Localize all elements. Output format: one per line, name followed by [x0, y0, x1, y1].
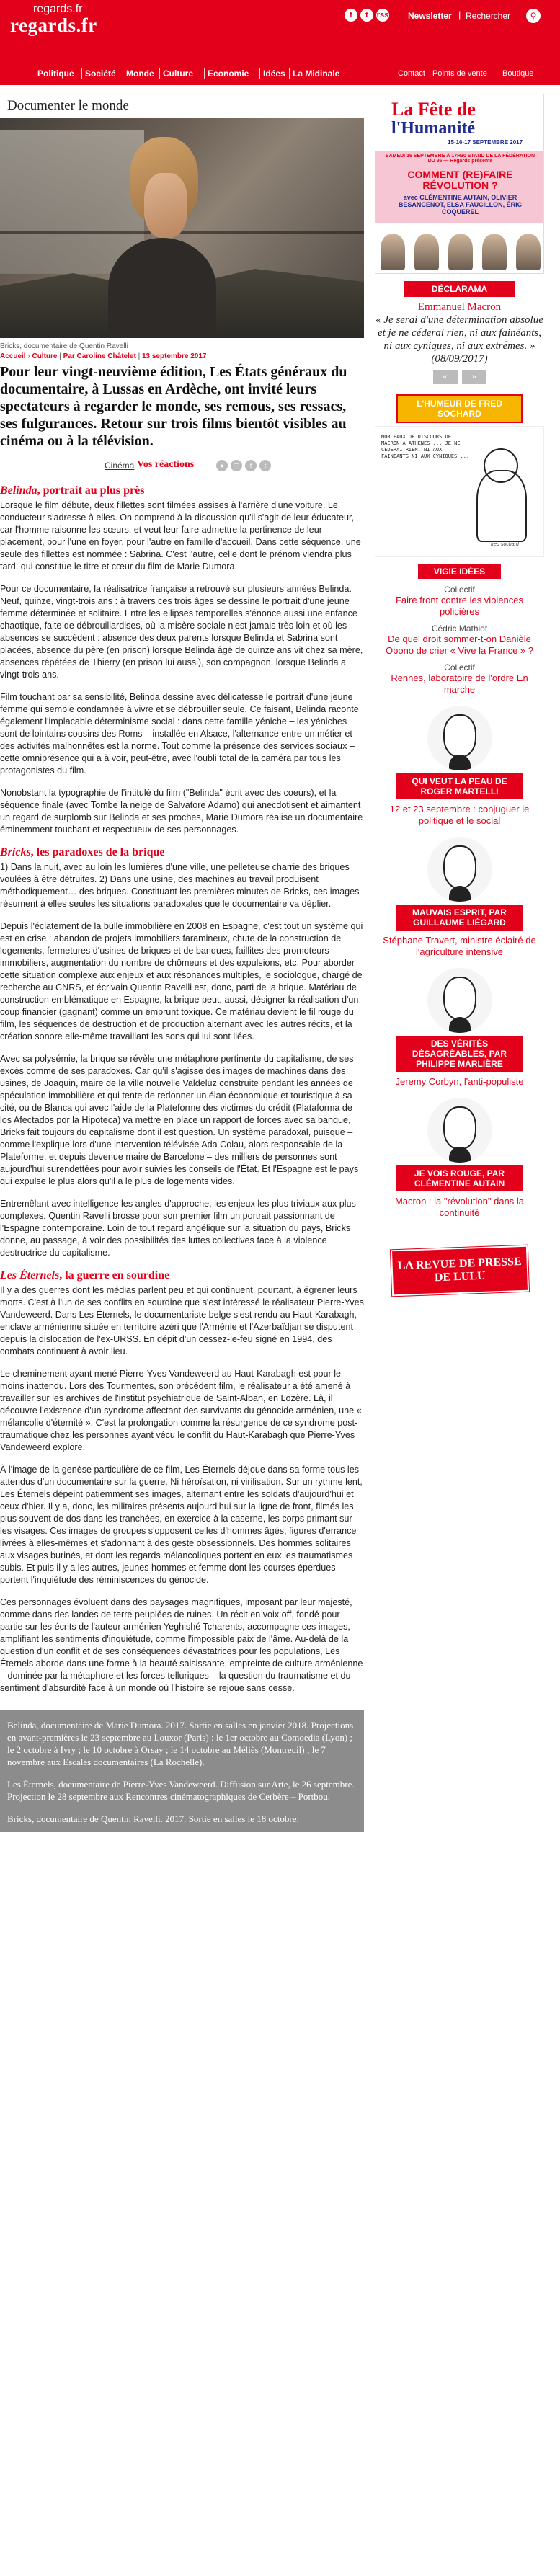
paragraph: Avec sa polysémie, la brique se révèle une métaphore pertinente du capitalisme, de ses excès comme de ses paradoxes. Car qu'il s'agisse des images de machines dans des usines, de Joaquin, maire de la ville nouvelle Valdeluz construite pendant les années de spéculation immobilière et qui tente de redonner un élan économique et touristique à sa cité, ou de Blanca qui avec l'aide de la Plateforme des victimes du crédit (Plataforma de los Afectados por la Hipoteca) va mettre en place un rapport de forces avec sa banque, Bricks fait toujours du capitalisme dont il est question. Un système paradoxal, puisque – comme l'explique lors d'une intervention télévisée Ada Colau, alors responsable de la Plateforme, et depuis devenue maire de Barcelone – des milliers de personnes sont aujourd'hui surendettées pour avoir suivies les conseils de l'État. Et l'Espagne est le pays qui expulse le plus alors qu'il a le plus de logements vides.: [0, 1054, 359, 1186]
declarama-name: Emmanuel Macron: [417, 301, 502, 313]
next-arrow-icon[interactable]: »: [462, 370, 486, 384]
autain-link[interactable]: Macron : la "révolution" dans la continuité: [394, 1196, 525, 1218]
hero-title: Documenter le monde: [7, 98, 129, 113]
article-tools: [0, 458, 364, 474]
site-name-small[interactable]: regards.fr: [33, 3, 83, 15]
nav-contact[interactable]: Contact: [398, 69, 425, 78]
image-caption: Bricks, documentaire de Quentin Ravelli: [0, 342, 128, 350]
idea-title[interactable]: Rennes, laboratoire de l'ordre En marche: [391, 672, 528, 695]
ad-small-text: SAMEDI 16 SEPTEMBRE À 17H30 STAND DE LA FÉDÉRATION DU 95 — Regards présente: [385, 154, 535, 164]
idea-item[interactable]: [375, 662, 544, 696]
declarama-block: [375, 281, 544, 384]
idea-item[interactable]: [375, 623, 544, 657]
hero-image: [0, 94, 364, 338]
martelli-block: [375, 706, 544, 827]
autain-portrait: [427, 1098, 492, 1163]
nav-divider: [259, 68, 260, 79]
film-info-bricks: Bricks, documentaire de Quentin Ravelli. 2017. Sortie en salles le 18 octobre.: [7, 1813, 299, 1824]
header-divider: |: [458, 9, 461, 20]
nav-boutique[interactable]: Boutique: [502, 69, 534, 78]
film-info-box: [0, 1710, 364, 1832]
ad-speakers: avec CLÉMENTINE AUTAIN, OLIVIER BESANCENOT, ELSA FAUCILLON, ÉRIC COQUEREL: [398, 194, 523, 216]
search-link[interactable]: Rechercher: [466, 11, 511, 21]
nav-divider: [159, 68, 160, 79]
hero-window: [0, 130, 144, 274]
category-tag[interactable]: Cinéma: [105, 461, 135, 471]
section-heading: Belinda, portrait au plus près: [0, 484, 145, 497]
comment-icon[interactable]: ●: [216, 460, 228, 471]
article-meta: Accueil › Culture | Par Caroline Châtelet | 13 septembre 2017: [0, 352, 207, 360]
nav-item-societe[interactable]: Société: [85, 68, 116, 79]
marliere-link[interactable]: Jeremy Corbyn, l'anti-populiste: [395, 1076, 524, 1087]
prev-arrow-icon[interactable]: «: [433, 370, 458, 384]
nav-item-midinale[interactable]: La Midinale: [293, 68, 340, 79]
paragraph: Depuis l'éclatement de la bulle immobilière en 2008 en Espagne, c'est tout un système qui est en crise : abandon de projets immobiliers faramineux, chute de la construction de logements, fermetures d'usines de briques et de banques, faillites des promoteurs immobiliers, augmentation du nombre de chômeurs et des expulsions, etc. Pour aborder cette situation complexe aux enjeux et aux résonances multiples, le sociologue, chargé de recherche au CNRS, et écrivain Quentin Ravelli est, donc, parti de la brique. Matériau de construction emblématique en Espagne, la brique peut, aussi, désigner la réalisation d'un coup financier (gagnant) comme un emprunt toxique. Ce matériau devient le fil rouge du film, les séquences de destruction et de production alternant avec les autres récits, et la création sonore elle-même travaillant les sons qui lui sont liées.: [0, 921, 363, 1041]
article-lead: Pour leur vingt-neuvième édition, Les États généraux du documentaire, à Lussas en Ardèche, ont invité leurs spectateurs à regarder le monde, ses remous, ses ressacs, ses fulgurances. Retour sur trois films bientôt visibles au cinéma ou à la télévision.: [0, 364, 347, 449]
ad-line2: l'Humanité: [391, 119, 476, 138]
nav-points-de-vente[interactable]: Points de vente: [432, 69, 487, 78]
sidebar: [375, 94, 544, 1294]
rss-icon[interactable]: rss: [376, 9, 389, 22]
liegard-portrait: [427, 837, 492, 902]
nav-divider: [81, 68, 82, 79]
paragraph: À l'image de la genèse particulière de ce film, Les Éternels déjoue dans sa forme tous les attendus d'un documentaire sur la guerre. Ni héroïsation, ni virilisation. Sur un rythme lent, Les Éternels dépeint patiemment ses images, alternant entre les soldats d'aujourd'hui et ceux d'hier. Il y a, donc, les militaires présents aujourd'hui sur la ligne de front, filmés les plus souvent de dos dans les tranchées, en exercice à la caserne, les corps primant sur les visages. Ces images de groupes s'opposent celles d'hommes âgés, figures d'errance livrées à elles-mêmes et s'adonnant à des geste obsessionnels. Des hommes solitaires aux visages burinés, et dont les regards mélancoliques portent en eux les traumatismes subis. Et puis il y a les autres, jeunes hommes et femme dont les courses éperdues portent l'inquiétude des réminiscences du génocide.: [0, 1465, 363, 1585]
martelli-tag[interactable]: QUI VEUT LA PEAU DE ROGER MARTELLI: [396, 773, 523, 799]
paragraph: Entremêlant avec intelligence les angles d'approche, les enjeux les plus triviaux aux plus complexes, Quentin Ravelli brosse pour son premier film un portrait passionnant de l'Espagne contemporaine. Loin de tout regard angélique sur la situation du pays, Bricks donne, au passage, à voir des possibilités des luttes collectives face à la violence destructrice du capitalisme.: [0, 1199, 356, 1258]
marliere-tag[interactable]: DES VÉRITÉS DÉSAGRÉABLES, PAR PHILIPPE MARLIÈRE: [396, 1036, 523, 1072]
martelli-link[interactable]: 12 et 23 septembre : conjuguer le politique et le social: [389, 804, 530, 826]
paragraph: Il y a des guerres dont les médias parlent peu et qui continuent, pourtant, à égrener leurs morts. C'est à l'un de ses conflits en sourdine que s'est intéressé le réalisateur Pierre-Yves Vandeweerd. Dans Les Éternels, le documentariste belge s'est rendu au Haut-Karabagh, enclave arménienne située en territoire azéri que l'Arménie et l'Azerbaïdjan se disputent depuis la dislocation de l'ex-URSS. En dépit d'un cessez-le-feu signé en 1994, des combats continuent à avoir lieu.: [0, 1285, 364, 1356]
martelli-portrait: [427, 706, 492, 770]
idees-tag[interactable]: VIGIE IDÉES: [418, 564, 501, 579]
hero-body: [108, 238, 216, 338]
hero-rail: [0, 231, 364, 234]
section-heading: Les Éternels, la guerre en sourdine: [0, 1269, 170, 1282]
social-links: [345, 9, 389, 22]
idea-author: Cédric Mathiot: [431, 623, 488, 634]
idea-item[interactable]: [375, 585, 544, 618]
liegard-block: [375, 837, 544, 958]
cartoon-figure: [476, 470, 527, 542]
speaker-photo: [482, 234, 507, 270]
paragraph: 1) Dans la nuit, avec au loin les lumières d'une ville, une pelleteuse charrie des briques voulées à être détruites. 2) Dans une usine, des machines au travail produisent méthodiquement… des briques. Constituant les premières minutes de Bricks, ces images résument à elles seules les situations paradoxales que le documentaire va déplier.: [0, 862, 360, 909]
liegard-tag[interactable]: MAUVAIS ESPRIT, PAR GUILLAUME LIÉGARD: [396, 905, 523, 931]
search-icon[interactable]: ⚲: [526, 9, 541, 23]
ad-line1: La Fête de: [391, 99, 476, 120]
reactions-link[interactable]: Vos réactions: [137, 459, 195, 470]
idea-author: Collectif: [444, 662, 475, 672]
declarama-pager: [375, 370, 544, 384]
declarama-tag[interactable]: DÉCLARAMA: [404, 281, 515, 297]
hero-face: [144, 173, 187, 238]
idea-author: Collectif: [444, 585, 475, 595]
article-column: [0, 94, 364, 1832]
article-date: 13 septembre 2017: [141, 352, 207, 360]
paragraph: Ces personnages évoluent dans des paysages magnifiques, imposant par leur majesté, comme dans des landes de terre peuplées de ruines. Un récit en voix off, fondé pour partie sur les écrits de l'auteur arménien Yeghishé Tcharents, accompagne ces images, amplifiant les sentiments d'inquiétude, comme l'impossible paix de l'âme. Au-delà de la question d'un conflit et de ses conséquences dévastatrices pour les populations, Les Éternels aborde dans une forme à la beauté saisissante, empreinte de culture arménienne – dominée par la métaphore et les forces telluriques – la question du traumatisme et du sentiment d'absurdité face à un monde où l'histoire se rejoue sans cesse.: [0, 1597, 363, 1693]
twitter-icon[interactable]: t: [360, 9, 373, 22]
site-logo[interactable]: regards.fr: [10, 14, 97, 36]
nav-item-monde[interactable]: Monde: [126, 68, 154, 79]
nav-divider: [204, 68, 205, 79]
ad-dates: 15-16-17 SEPTEMBRE 2017: [448, 139, 523, 146]
paragraph: Film touchant par sa sensibilité, Belinda dessine avec délicatesse le portrait d'une jeune femme qui semble condamnée à vivre et se débrouiller seule. Ce faisant, Belinda raconte également l'implacable déterminisme social : dans cette famille yéniche – les yéniches sont de lointains cousins des Roms – installée en Alsace, l'alternance entre un métier et des activités malhonnêtes est la norme. Tout comme la présence des services sociaux – cette omniprésence qui a à voir, peut-être, avec l'oubli total de la caméra par tous les protagonistes du film.: [0, 692, 359, 776]
idea-title[interactable]: Faire front contre les violences policières: [395, 595, 524, 617]
liegard-link[interactable]: Stéphane Travert, ministre éclairé de l'agriculture intensive: [383, 935, 536, 957]
speaker-photo: [381, 234, 405, 270]
declarama-quote: « Je serai d'une détermination absolue et je ne céderai rien, ni aux fainéants, ni aux cyniques, ni aux extrêmes. » (08/09/2017): [375, 314, 543, 365]
cartoon-image[interactable]: [375, 426, 544, 557]
nav-item-politique[interactable]: Politique: [37, 68, 74, 79]
speaker-photo: [414, 234, 439, 270]
twitter-share-icon[interactable]: t: [259, 460, 271, 471]
idees-block: [375, 564, 544, 696]
humeur-tag[interactable]: L'HUMEUR DE FRED SOCHARD: [396, 394, 523, 423]
breadcrumb-home[interactable]: Accueil: [0, 352, 26, 360]
section-heading: Bricks, les paradoxes de la brique: [0, 846, 165, 858]
ad-headline: COMMENT (RE)FAIRE RÉVOLUTION ?: [407, 169, 513, 191]
autain-tag[interactable]: JE VOIS ROUGE, PAR CLÉMENTINE AUTAIN: [396, 1165, 523, 1191]
ad-speaker-photos: [375, 224, 544, 274]
humeur-block: [375, 394, 544, 557]
facebook-share-icon[interactable]: f: [245, 460, 257, 471]
cartoon-signature: fred sochard: [491, 542, 519, 547]
film-info-eternels: Les Éternels, documentaire de Pierre-Yves Vandeweerd. Diffusion sur Arte, le 26 septembre. Projection le 28 septembre aux Rencontres cinématographiques de Cerbère – Portbou.: [7, 1779, 355, 1802]
speaker-photo: [448, 234, 473, 270]
facebook-icon[interactable]: f: [345, 9, 357, 22]
nav-item-culture[interactable]: Culture: [163, 68, 193, 79]
ad-header: [375, 94, 544, 148]
breadcrumb-culture[interactable]: Culture: [32, 352, 58, 360]
lulu-revue-banner[interactable]: LA REVUE DE PRESSE DE LULU: [390, 1245, 528, 1297]
paragraph: Le cheminement ayant mené Pierre-Yves Vandeweerd au Haut-Karabagh est pour le moins inattendu. Lors des Tourmentes, son précédent film, le réalisateur a été amené à travailler sur les archives de l'institut psychiatrique de Saint-Alban, en Lozère. Là, il découvre l'existence d'un syndrome affectant des survivants du génocide arménien, une « mélancolie d'éternité ». C'est la prolongation comme la résurgence de ce syndrome post-traumatique chez les personnes ayant vécu le conflit du Haut-Karabagh que Pierre-Yves Vandeweerd explore.: [0, 1369, 362, 1452]
autain-block: [375, 1098, 544, 1219]
main-nav: [0, 65, 560, 84]
fete-humanite-ad[interactable]: [375, 94, 544, 274]
paragraph: Pour ce documentaire, la réalisatrice française a retrouvé sur plusieurs années Belinda. Neuf, quinze, vingt-trois ans : à travers ces trois âges se dessine le portrait d'une jeune femme déterminée et solitaire. Entre les ellipses temporelles s'énonce aussi une enfance chaotique, faite de débrouillardises, où la misère sociale n'est jamais très loin et où les absences se succèdent : absence des deux parents lorsque Belinda et Sabrina sont placées, absence du père (en prison) lorsque Belinda âgé de quinze ans vit chez sa mère, absences répétées de Thierry (en prison lui aussi), son compagnon, lorsque Belinda a vingt-trois ans.: [0, 584, 363, 680]
paragraph: Nonobstant la typographie de l'intitulé du film ("Belinda" écrit avec des coeurs), et la séquence finale (avec Tombe la neige de Salvatore Adamo) qui anecdotisent et aimantent un regard de surplomb sur Belinda et ses proches, Marie Dumora réalise un documentaire éminemment touchant et respectueux de ses personnages.: [0, 788, 363, 835]
paragraph: Lorsque le film débute, deux fillettes sont filmées assises à l'arrière d'une voiture. Le conducteur s'adresse à elles. On comprend à la discussion qu'il s'agit de leur éducateur, car l'homme raisonne les sœurs, et veut leur faire admettre la pertinence de leur placement, pour l'une en foyer, pour l'autre en famille d'accueil. Dans cette séquence, une seule des fillettes est nommée : Sabrina. C'est l'autre, celle dont le prénom viendra plus tard, qui constitue le titre et cœur du film de Marie Dumora.: [0, 500, 361, 572]
article-author[interactable]: Par Caroline Châtelet: [63, 352, 136, 360]
newsletter-link[interactable]: Newsletter: [408, 11, 452, 21]
ad-pink-panel: [375, 151, 544, 223]
film-info-belinda: Belinda, documentaire de Marie Dumora. 2017. Sortie en salles en janvier 2018. Projections en avant-premières le 23 septembre au Louxor (Paris) : le 1er octobre au Comoedia (Lyon) ; le 2 octobre à Ivry ; le 10 octobre à Orsay ; le 14 octobre au Méliès (Montreuil) ; le 7 novembre aux Escales documentaires (La Rochelle).: [7, 1720, 354, 1767]
speaker-photo: [516, 234, 541, 270]
cartoon-note: MORCEAUX DE DISCOURS DE MACRON À ATHÈNES ... JE NE CÉDERAI RIEN, NI AUX FAINÉANTS NI AUX CYNIQUES ...: [381, 434, 470, 459]
idea-title[interactable]: De quel droit sommer-t-on Danièle Obono de crier « Vive la France » ?: [386, 634, 533, 656]
site-header: [0, 0, 560, 85]
nav-item-idees[interactable]: Idées: [263, 68, 285, 79]
nav-item-economie[interactable]: Economie: [208, 68, 249, 79]
print-icon[interactable]: ▢: [231, 460, 242, 471]
nav-divider: [289, 68, 290, 79]
marliere-portrait: [427, 968, 492, 1033]
hero-title-band: [0, 94, 364, 118]
marliere-block: [375, 968, 544, 1088]
